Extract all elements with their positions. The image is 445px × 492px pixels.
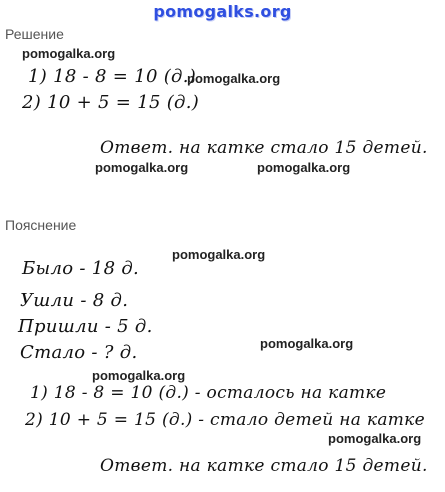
watermark: pomogalka.org — [95, 160, 189, 175]
watermark: pomogalka.org — [257, 160, 351, 175]
site-title[interactable]: pomogalks.org — [153, 2, 292, 21]
watermark: pomogalka.org — [92, 368, 186, 383]
watermark: pomogalka.org — [172, 247, 266, 262]
solution-step-2: 2) 10 + 5 = 15 (д.) — [22, 92, 200, 113]
note-became: Стало - ? д. — [20, 342, 138, 363]
explanation-answer: Ответ. на катке стало 15 детей. — [100, 456, 428, 476]
note-came: Пришли - 5 д. — [18, 316, 153, 337]
explanation-step-2: 2) 10 + 5 = 15 (д.) - стало детей на катке — [25, 410, 425, 430]
watermark: pomogalka.org — [22, 46, 116, 61]
solution-heading: Решение — [5, 26, 64, 42]
note-left: Ушли - 8 д. — [20, 290, 129, 311]
watermark: pomogalka.org — [260, 336, 354, 351]
explanation-heading: Пояснение — [5, 217, 77, 233]
explanation-step-1: 1) 18 - 8 = 10 (д.) - осталось на катке — [30, 383, 387, 403]
watermark: pomogalka.org — [187, 71, 281, 86]
solution-answer: Ответ. на катке стало 15 детей. — [100, 138, 428, 158]
solution-step-1: 1) 18 - 8 = 10 (д.) — [28, 66, 197, 87]
watermark: pomogalka.org — [328, 431, 422, 446]
note-was: Было - 18 д. — [22, 258, 140, 279]
